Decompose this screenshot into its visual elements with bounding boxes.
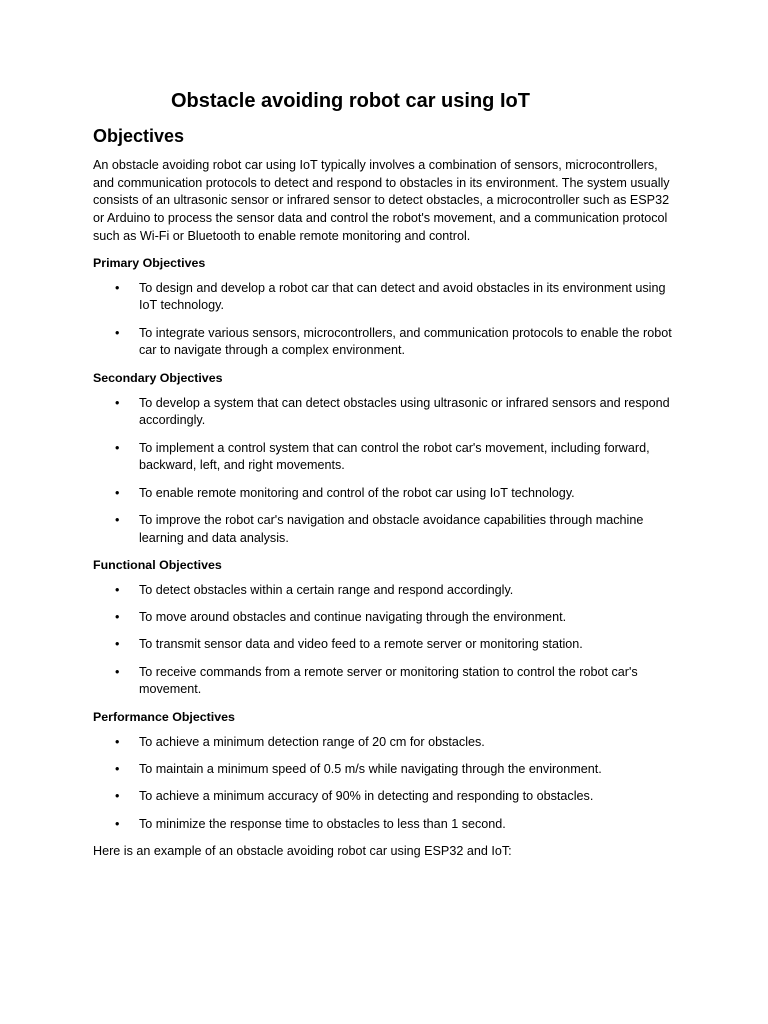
bullet-icon: • (115, 582, 120, 597)
bullet-icon: • (115, 325, 120, 340)
bullet-icon: • (115, 512, 120, 527)
intro-paragraph: An obstacle avoiding robot car using IoT typically involves a combination of sensors, microcontrollers, and communication protocols to detect and respond to obstacles in its environment. The system usually consists of an ultrasonic sensor or infrared sensor to detect obstacles, a microcontroller such as ESP32 or Arduino to process the sensor data and control the robot's movement, and a communication protocol such as Wi-Fi or Bluetooth to enable remote monitoring and control. (93, 158, 670, 243)
bullet-list (93, 582, 676, 699)
sub-heading: Performance Objectives (93, 709, 235, 724)
bullet-icon: • (115, 610, 120, 625)
list-item-text: To integrate various sensors, microcontrollers, and communication protocols to enable the robot car to navigate through a complex environment. (139, 325, 672, 358)
bullet-icon: • (115, 734, 120, 749)
list-item-text: To maintain a minimum speed of 0.5 m/s while navigating through the environment. (139, 762, 602, 776)
list-item-text: To develop a system that can detect obstacles using ultrasonic or infrared sensors and respond accordingly. (139, 395, 670, 428)
list-item-text: To design and develop a robot car that can detect and avoid obstacles in its environment using IoT technology. (139, 280, 666, 313)
bullet-icon: • (115, 280, 120, 295)
list-item (93, 734, 676, 752)
list-item (93, 664, 676, 699)
list-item-text: To enable remote monitoring and control of the robot car using IoT technology. (139, 485, 575, 500)
bullet-list (93, 280, 676, 360)
bullet-icon: • (115, 664, 120, 679)
bullet-icon: • (115, 816, 120, 831)
list-item-text: To minimize the response time to obstacles to less than 1 second. (139, 816, 506, 831)
section-heading-objectives: Objectives (93, 126, 185, 146)
bullet-icon: • (115, 789, 120, 804)
bullet-icon: • (115, 637, 120, 652)
bullet-icon: • (115, 395, 120, 410)
list-item-text: To transmit sensor data and video feed to a remote server or monitoring station. (139, 637, 583, 652)
list-item-text: To move around obstacles and continue navigating through the environment. (139, 610, 567, 625)
list-item (93, 609, 676, 627)
bullet-list (93, 395, 676, 548)
sub-heading: Functional Objectives (93, 557, 222, 572)
bullet-icon: • (115, 440, 120, 455)
bullet-icon: • (115, 762, 120, 776)
list-item-text: To achieve a minimum detection range of 20 cm for obstacles. (139, 734, 485, 749)
list-item (93, 816, 676, 834)
bullet-icon: • (115, 485, 120, 500)
list-item (93, 485, 676, 503)
list-item (93, 761, 676, 779)
list-item (93, 440, 676, 475)
sub-heading: Primary Objectives (93, 255, 206, 270)
list-item-text: To improve the robot car's navigation and obstacle avoidance capabilities through machine learning and data analysis. (139, 512, 644, 545)
list-item-text: To achieve a minimum accuracy of 90% in detecting and responding to obstacles. (139, 789, 594, 804)
sub-heading: Secondary Objectives (93, 370, 223, 385)
list-item-text: To implement a control system that can control the robot car's movement, including forward, backward, left, and right movements. (139, 440, 650, 473)
objective-groups (93, 255, 676, 834)
bullet-list (93, 734, 676, 834)
list-item (93, 788, 676, 806)
closing-paragraph: Here is an example of an obstacle avoiding robot car using ESP32 and IoT: (93, 843, 512, 858)
list-item-text: To detect obstacles within a certain range and respond accordingly. (139, 582, 514, 597)
list-item (93, 636, 676, 654)
list-item (93, 582, 676, 600)
list-item (93, 512, 676, 547)
list-item (93, 395, 676, 430)
list-item-text: To receive commands from a remote server or monitoring station to control the robot car's movement. (139, 664, 638, 697)
list-item (93, 325, 676, 360)
page-title: Obstacle avoiding robot car using IoT (171, 90, 530, 112)
list-item (93, 280, 676, 315)
